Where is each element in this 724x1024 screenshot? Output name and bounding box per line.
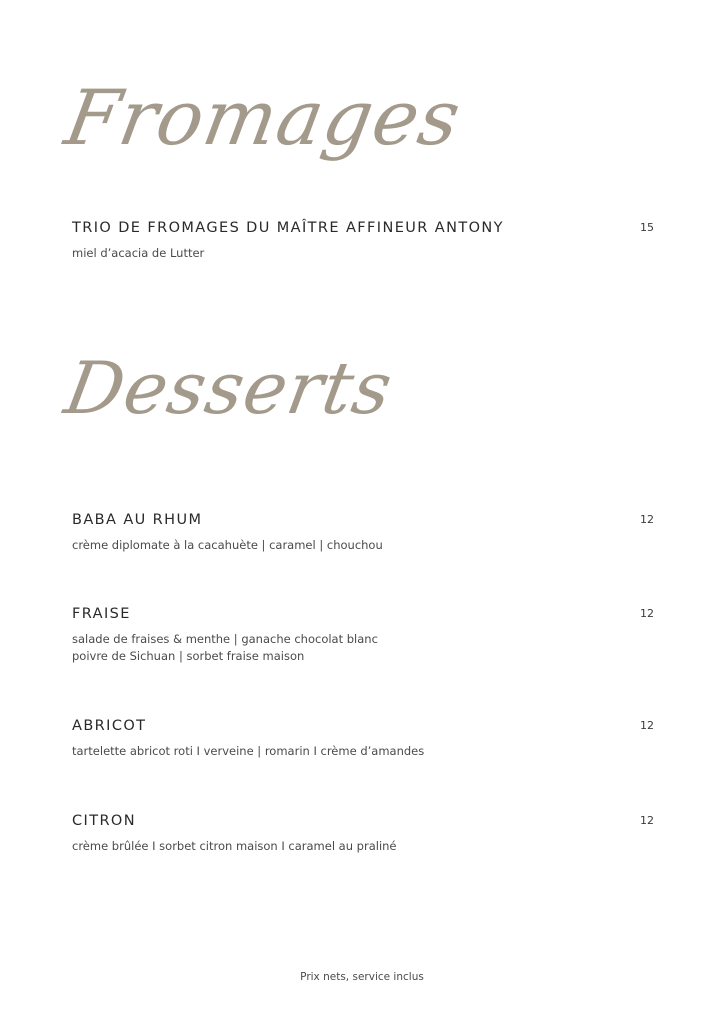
item-description-line: salade de fraises & menthe | ganache chocolat blanc	[72, 632, 378, 646]
item-description-line: miel d’acacia de Lutter	[72, 246, 205, 260]
item-description	[72, 838, 654, 855]
item-name: CITRON	[72, 813, 136, 829]
item-price: 12	[640, 607, 654, 620]
item-price: 12	[640, 719, 654, 732]
item-description-line: tartelette abricot roti I verveine | romarin I crème d’amandes	[72, 744, 425, 758]
footer-note: Prix nets, service inclus	[300, 971, 424, 983]
item-description	[72, 631, 654, 665]
section-title-desserts: Desserts	[58, 346, 399, 430]
item-price: 15	[640, 221, 654, 234]
menu-item-citron	[72, 812, 654, 855]
menu-item-baba-au-rhum	[72, 511, 654, 554]
item-description-line: crème brûlée I sorbet citron maison I caramel au praliné	[72, 839, 397, 853]
item-name: BABA AU RHUM	[72, 512, 203, 528]
item-description	[72, 537, 654, 554]
section-title-fromages: Fromages	[58, 73, 468, 162]
item-description-line: crème diplomate à la cacahuète | caramel | chouchou	[72, 538, 383, 552]
item-name: FRAISE	[72, 606, 131, 622]
menu-item-trio-fromages	[72, 219, 654, 262]
item-description	[72, 245, 654, 262]
item-name: TRIO DE FROMAGES DU MAÎTRE AFFINEUR ANTONY	[72, 220, 504, 236]
item-price: 12	[640, 814, 654, 827]
menu-item-fraise	[72, 605, 654, 665]
item-name: ABRICOT	[72, 718, 147, 734]
item-description-line: poivre de Sichuan | sorbet fraise maison	[72, 649, 305, 663]
item-price: 12	[640, 513, 654, 526]
menu-item-abricot	[72, 717, 654, 760]
item-description	[72, 743, 654, 760]
